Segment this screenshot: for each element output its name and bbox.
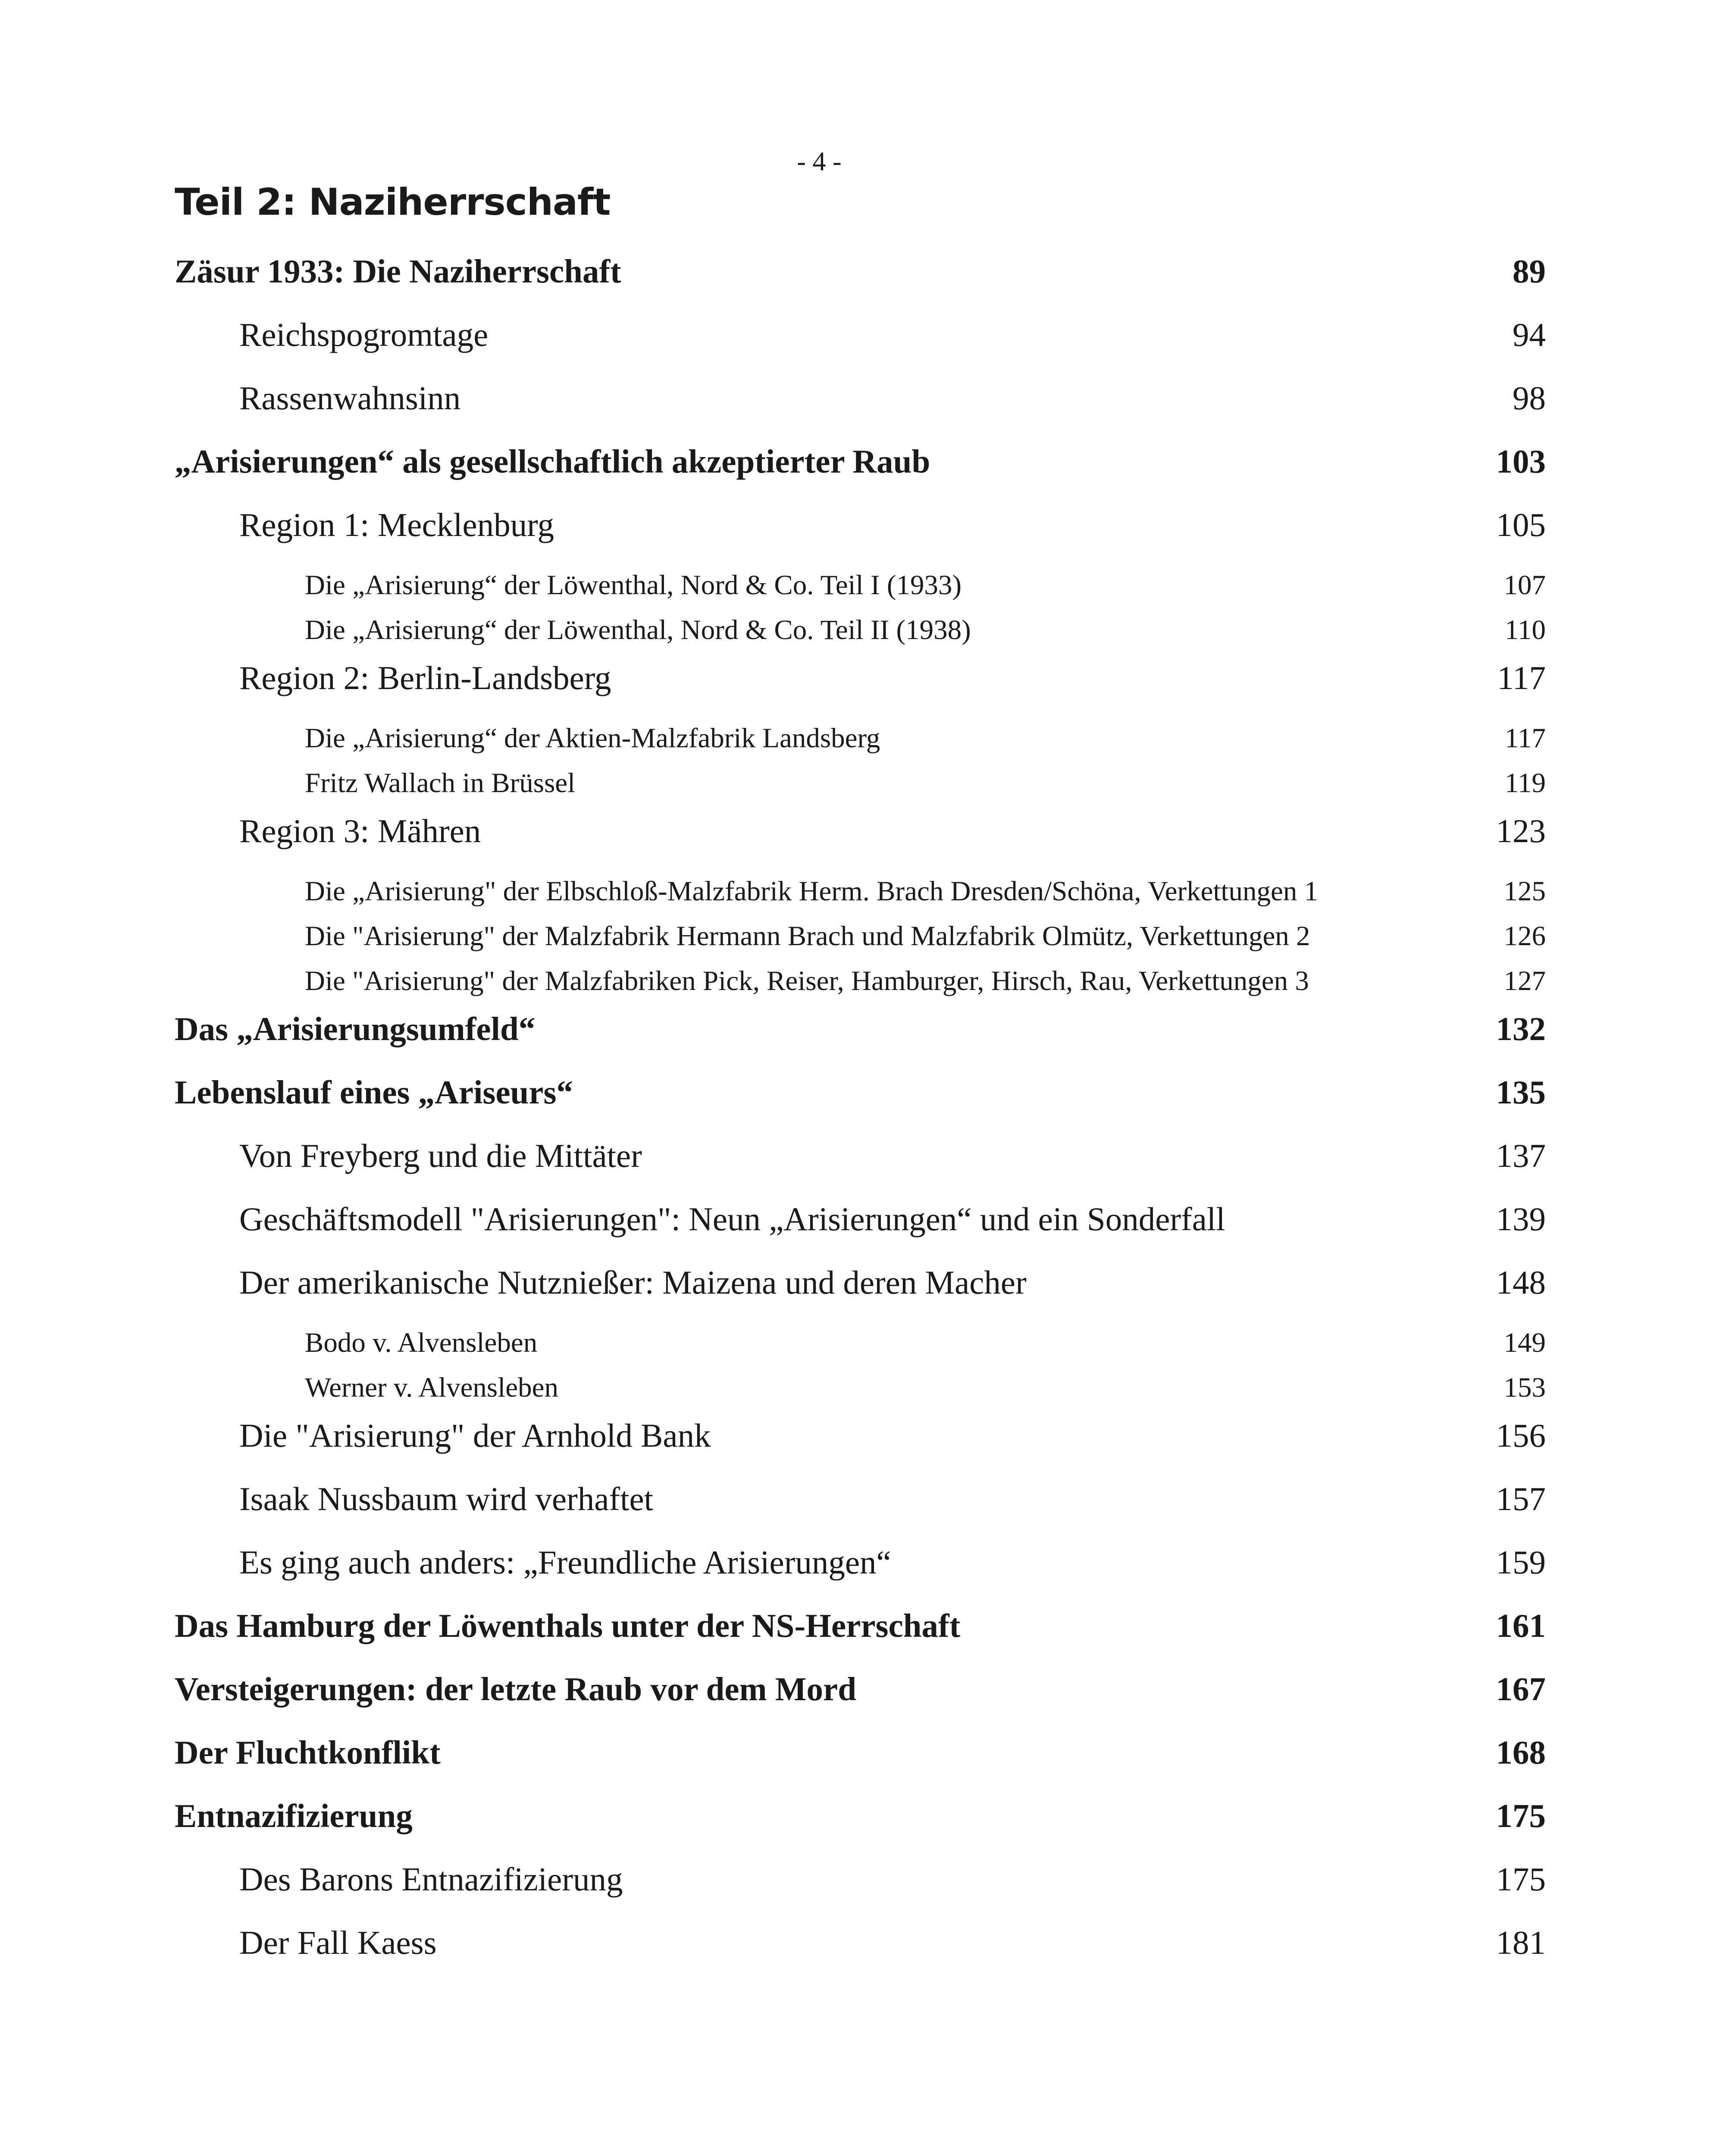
toc-entry-title: Die „Arisierung“ der Löwenthal, Nord & Co. Teil II (1938) <box>305 614 971 646</box>
toc-entry-page-number: 94 <box>1513 316 1546 353</box>
toc-entry-page-number: 139 <box>1496 1200 1546 1238</box>
toc-entry-page-number: 175 <box>1496 1797 1546 1834</box>
toc-entry-level-1 <box>175 1607 1546 1670</box>
toc-entry-page-number: 117 <box>1504 723 1546 754</box>
toc-entry-title: Bodo v. Alvensleben <box>305 1327 538 1358</box>
toc-entry-title: Die „Arisierung“ der Löwenthal, Nord & Co. Teil I (1933) <box>305 570 962 601</box>
toc-entry-page-number: 181 <box>1496 1924 1546 1961</box>
toc-entry-title: Region 1: Mecklenburg <box>239 506 554 543</box>
toc-entry-level-3 <box>175 1372 1546 1416</box>
toc-entry-title: Die „Arisierung“ der Aktien-Malzfabrik Landsberg <box>305 723 880 754</box>
toc-entry-title: Reichspogromtage <box>239 316 489 353</box>
toc-entry-title: Entnazifizierung <box>175 1797 413 1834</box>
toc-entry-title: Von Freyberg und die Mittäter <box>239 1137 642 1174</box>
toc-entry-level-1 <box>175 1010 1546 1073</box>
toc-entry-title: Der amerikanische Nutznießer: Maizena und deren Macher <box>239 1264 1027 1301</box>
toc-entry-title: Die "Arisierung" der Arnhold Bank <box>239 1417 711 1454</box>
toc-entry-level-3 <box>175 875 1546 920</box>
toc-entry-title: Fritz Wallach in Brüssel <box>305 768 576 799</box>
toc-entry-title: Der Fall Kaess <box>239 1924 437 1961</box>
toc-entry-title: Es ging auch anders: „Freundliche Arisierungen“ <box>239 1544 891 1581</box>
toc-entry-title: Die „Arisierung" der Elbschloß-Malzfabrik Herm. Brach Dresden/Schöna, Verkettungen 1 <box>305 876 1319 907</box>
toc-entry-page-number: 126 <box>1503 921 1546 952</box>
toc-entry-level-1 <box>175 1733 1546 1797</box>
toc-entry-page-number: 167 <box>1496 1670 1546 1708</box>
toc-entry-level-1 <box>175 252 1546 316</box>
toc-entry-title: Die "Arisierung" der Malzfabriken Pick, Reiser, Hamburger, Hirsch, Rau, Verkettungen 3 <box>305 965 1309 997</box>
toc-entry-title: Das „Arisierungsumfeld“ <box>175 1010 536 1047</box>
toc-entry-page-number: 153 <box>1503 1372 1546 1403</box>
toc-entry-title: Rassenwahnsinn <box>239 379 461 417</box>
toc-entry-title: Region 2: Berlin-Landsberg <box>239 659 611 696</box>
toc-entry-level-2 <box>175 659 1546 722</box>
toc-entry-page-number: 127 <box>1503 965 1546 997</box>
toc-entry-level-3 <box>175 569 1546 614</box>
toc-entry-level-3 <box>175 920 1546 965</box>
toc-entry-page-number: 103 <box>1496 443 1546 480</box>
toc-entry-title: Region 3: Mähren <box>239 812 481 849</box>
toc-entry-page-number: 148 <box>1496 1264 1546 1301</box>
toc-entry-title: Isaak Nussbaum wird verhaftet <box>239 1480 654 1517</box>
toc-entry-level-3 <box>175 767 1546 812</box>
toc-entry-page-number: 157 <box>1496 1480 1546 1517</box>
toc-entry-level-2 <box>175 379 1546 442</box>
toc-entry-level-3 <box>175 965 1546 1010</box>
toc-entry-level-3 <box>175 614 1546 659</box>
table-of-contents <box>175 252 1546 1987</box>
toc-entry-page-number: 107 <box>1503 570 1546 601</box>
toc-entry-page-number: 119 <box>1504 768 1546 799</box>
toc-entry-level-1 <box>175 1073 1546 1137</box>
toc-entry-title: Des Barons Entnazifizierung <box>239 1861 623 1898</box>
toc-entry-title: Der Fluchtkonflikt <box>175 1734 441 1771</box>
toc-entry-level-2 <box>175 1543 1546 1607</box>
toc-entry-level-2 <box>175 1480 1546 1543</box>
toc-entry-page-number: 135 <box>1496 1074 1546 1111</box>
toc-entry-page-number: 123 <box>1496 812 1546 849</box>
toc-entry-page-number: 168 <box>1496 1734 1546 1771</box>
toc-entry-title: Geschäftsmodell "Arisierungen": Neun „Arisierungen“ und ein Sonderfall <box>239 1200 1225 1238</box>
toc-entry-page-number: 89 <box>1513 253 1546 290</box>
toc-entry-title: „Arisierungen“ als gesellschaftlich akzeptierter Raub <box>175 443 930 480</box>
toc-entry-level-2 <box>175 1200 1546 1263</box>
toc-entry-page-number: 149 <box>1503 1327 1546 1358</box>
toc-entry-level-1 <box>175 442 1546 506</box>
toc-entry-page-number: 105 <box>1496 506 1546 543</box>
toc-entry-level-1 <box>175 1797 1546 1860</box>
toc-entry-page-number: 156 <box>1496 1417 1546 1454</box>
toc-entry-level-3 <box>175 722 1546 767</box>
toc-entry-page-number: 137 <box>1496 1137 1546 1174</box>
toc-entry-page-number: 117 <box>1497 659 1546 696</box>
toc-entry-title: Zäsur 1933: Die Naziherrschaft <box>175 253 621 290</box>
toc-entry-page-number: 159 <box>1496 1544 1546 1581</box>
toc-entry-level-2 <box>175 1263 1546 1327</box>
toc-entry-page-number: 175 <box>1496 1861 1546 1898</box>
toc-entry-page-number: 161 <box>1496 1607 1546 1644</box>
toc-entry-level-2 <box>175 812 1546 875</box>
toc-entry-title: Lebenslauf eines „Ariseurs“ <box>175 1074 573 1111</box>
toc-entry-level-2 <box>175 1860 1546 1924</box>
toc-entry-title: Versteigerungen: der letzte Raub vor dem Mord <box>175 1670 857 1708</box>
toc-entry-level-2 <box>175 316 1546 379</box>
toc-entry-level-2 <box>175 506 1546 569</box>
page-number: - 4 - <box>797 147 842 176</box>
toc-entry-page-number: 125 <box>1503 876 1546 907</box>
toc-entry-title: Das Hamburg der Löwenthals unter der NS-Herrschaft <box>175 1607 961 1644</box>
part-heading: Teil 2: Naziherrschaft <box>175 181 611 224</box>
toc-entry-page-number: 98 <box>1513 379 1546 417</box>
toc-entry-level-1 <box>175 1670 1546 1733</box>
toc-entry-level-2 <box>175 1137 1546 1200</box>
toc-entry-title: Die "Arisierung" der Malzfabrik Hermann Brach und Malzfabrik Olmütz, Verkettungen 2 <box>305 921 1310 952</box>
toc-entry-level-2 <box>175 1416 1546 1480</box>
toc-entry-page-number: 110 <box>1504 614 1546 646</box>
toc-entry-title: Werner v. Alvensleben <box>305 1372 558 1403</box>
toc-entry-page-number: 132 <box>1496 1010 1546 1047</box>
toc-entry-level-2 <box>175 1924 1546 1987</box>
toc-entry-level-3 <box>175 1327 1546 1372</box>
